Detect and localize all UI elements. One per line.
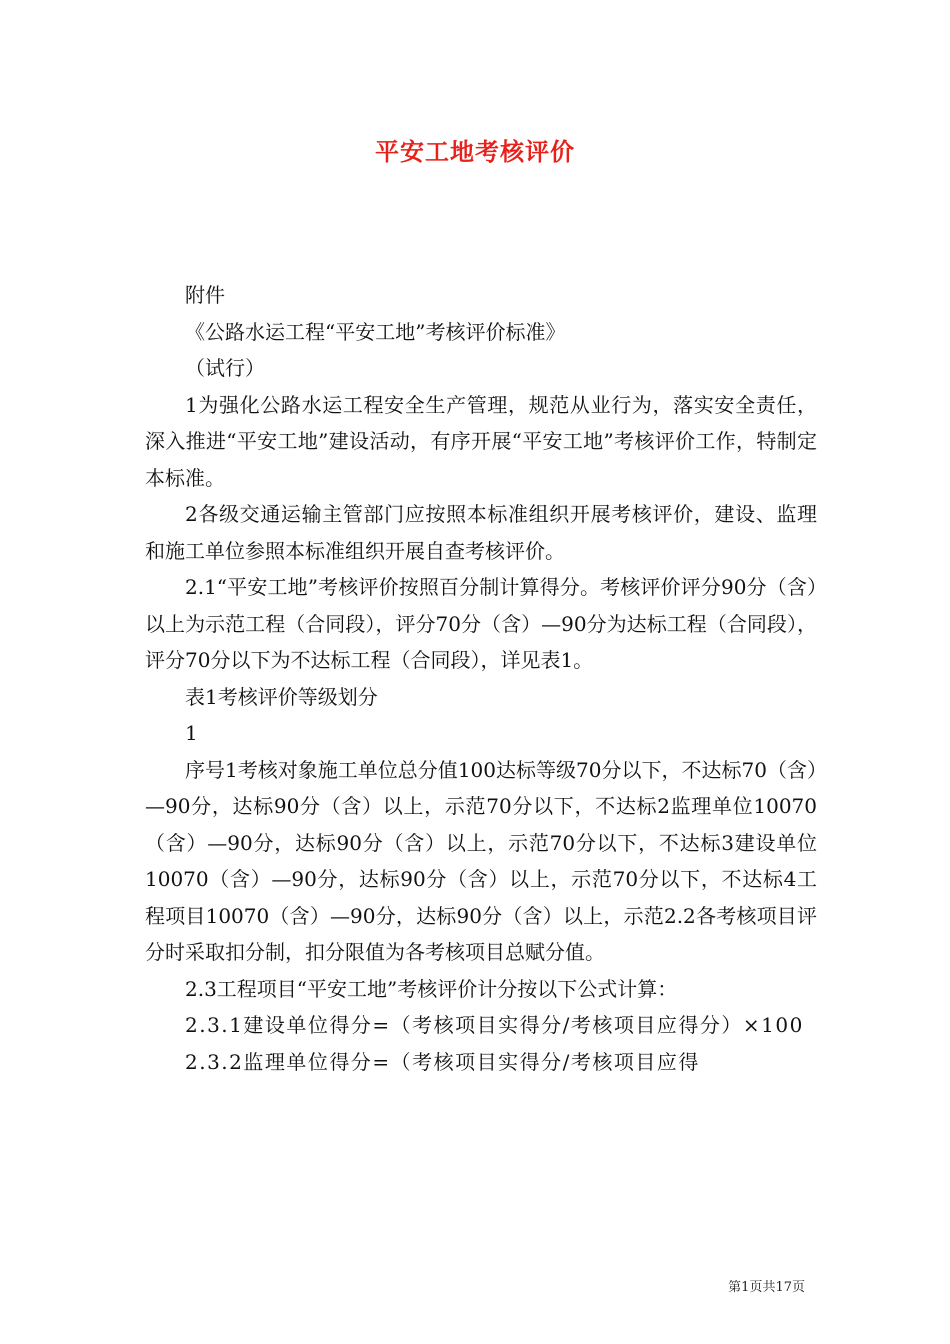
- paragraph-table-caption: 表1考核评价等级划分: [185, 684, 378, 709]
- paragraph-section-2: 2各级交通运输主管部门应按照本标准组织开展考核评价，建设、监理和施工单位参照本标准组织开展自查考核评价。: [145, 502, 817, 563]
- page-number: 第1页共17页: [728, 1280, 805, 1295]
- paragraph-attachment: 附件: [185, 283, 225, 307]
- paragraph-section-2-3: 2.3工程项目“平安工地”考核评价计分按以下公式计算：: [185, 976, 678, 1001]
- paragraph-table-number: 1: [185, 721, 198, 745]
- paragraph-section-2-3-2: 2.3.2监理单位得分=（考核项目实得分/考核项目应得: [185, 1049, 700, 1074]
- document-body: [145, 277, 817, 1080]
- paragraph-standard-name: 《公路水运工程“平安工地”考核评价标准》: [185, 319, 566, 344]
- paragraph-trial: （试行）: [185, 356, 265, 380]
- document-title: 平安工地考核评价: [375, 137, 575, 166]
- paragraph-section-2-3-1: 2.3.1建设单位得分=（考核项目实得分/考核项目应得分）×100: [185, 1013, 804, 1037]
- paragraph-section-1: 1为强化公路水运工程安全生产管理，规范从业行为，落实安全责任，深入推进“平安工地”建设活动，有序开展“平安工地”考核评价工作，特制定本标准。: [145, 392, 817, 490]
- paragraph-table-content: 序号1考核对象施工单位总分值100达标等级70分以下，不达标70（含）—90分，达标90分（含）以上，示范70分以下，不达标2监理单位10070（含）—90分，达标90分（含）以上，示范70分以下，不达标3建设单位10070（含）—90分，达标90分（含）以上，示范70分以下，不达标4工程项目10070（含）—90分，达标90分（含）以上，示范2.2各考核项目评分时采取扣分制，扣分限值为各考核项目总赋分值。: [145, 757, 817, 964]
- paragraph-section-2-1: 2.1“平安工地”考核评价按照百分制计算得分。考核评价评分90分（含）以上为示范工程（合同段），评分70分（含）—90分为达标工程（合同段），评分70分以下为不达标工程（合同段），详见表1。: [145, 575, 817, 672]
